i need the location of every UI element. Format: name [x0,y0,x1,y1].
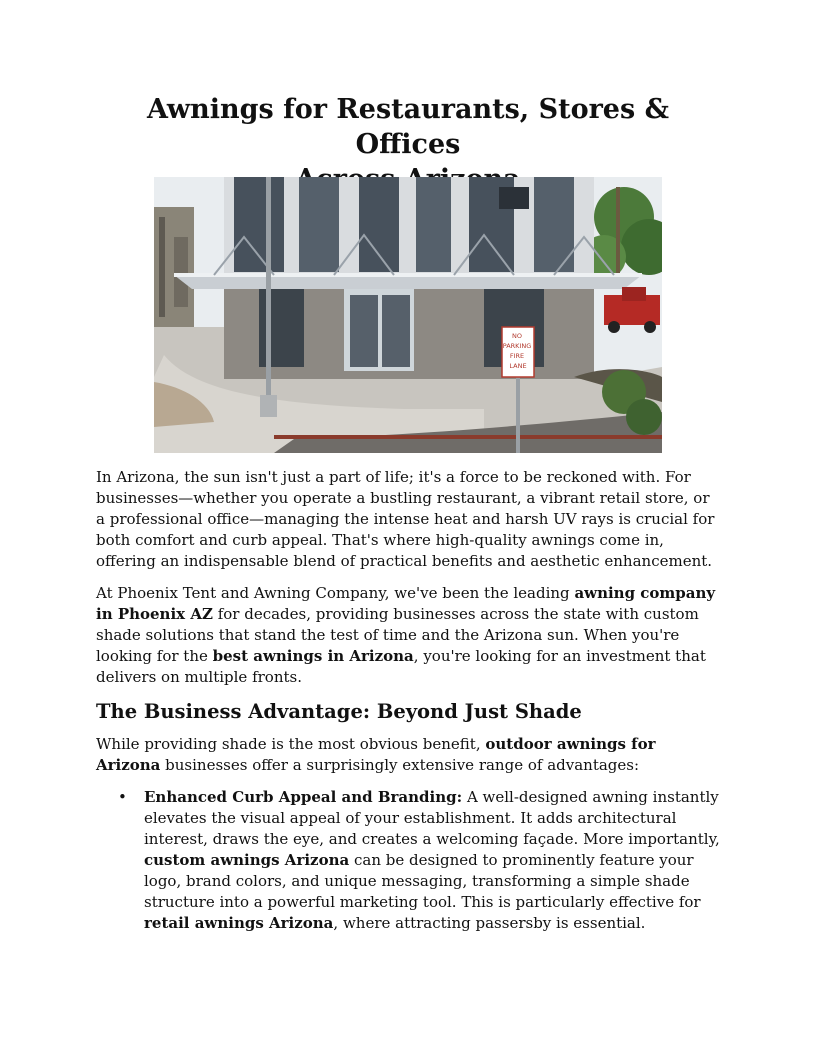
list-item-keyword-1: custom awnings Arizona [144,851,350,869]
sign-line-1: NO [511,332,522,340]
list-item-keyword-2: retail awnings Arizona [144,914,334,932]
section-heading: The Business Advantage: Beyond Just Shade [96,700,582,723]
list-item-text-2: can be designed to prominently feature your logo, brand colors, and unique messaging, transforming a simple shade structure into a powerful marketing tool. This is particularly effective for [144,851,701,911]
list-item [96,787,720,934]
company-keyword-1: awning company in Phoenix AZ [96,584,716,623]
company-paragraph [96,583,720,688]
sign-line-2: PARKING [502,342,532,350]
sign-line-3: FIRE [509,352,525,360]
company-text-1: At Phoenix Tent and Awning Company, we've been the leading [96,584,575,602]
list-item-lead: Enhanced Curb Appeal and Branding: [144,788,463,806]
company-keyword-2: best awnings in Arizona [212,647,414,665]
section-paragraph [96,734,720,776]
title-line-1: Awnings for Restaurants, Stores & Offices [147,94,669,160]
company-text-2: for decades, providing businesses across the state with custom shade solutions that stand the test of time and the Arizona sun. When you're looking for the [96,605,699,665]
advantages-list [96,787,720,934]
storefront-awning-photo [154,177,662,453]
section-text-2: businesses offer a surprisingly extensive range of advantages: [160,756,640,774]
list-item-text-3: , where attracting passersby is essential. [333,914,646,932]
company-text-3: , you're looking for an investment that delivers on multiple fronts. [96,647,706,686]
section-text-1: While providing shade is the most obvious benefit, [96,735,486,753]
bullet-marker: • [118,788,127,806]
intro-paragraph: In Arizona, the sun isn't just a part of life; it's a force to be reckoned with. For businesses—whether you operate a bustling restaurant, a vibrant retail store, or a professional office—managing the intense heat and harsh UV rays is crucial for both comfort and curb appeal. That's where high-quality awnings come in, offering an indispensable blend of practical benefits and aesthetic enhancement. [96,468,715,570]
list-item-text-1: A well-designed awning instantly elevates the visual appeal of your establishment. It adds architectural interest, draws the eye, and creates a welcoming façade. More importantly, [144,788,720,848]
section-keyword: outdoor awnings for Arizona [96,735,656,774]
sign-line-4: LANE [509,362,527,370]
